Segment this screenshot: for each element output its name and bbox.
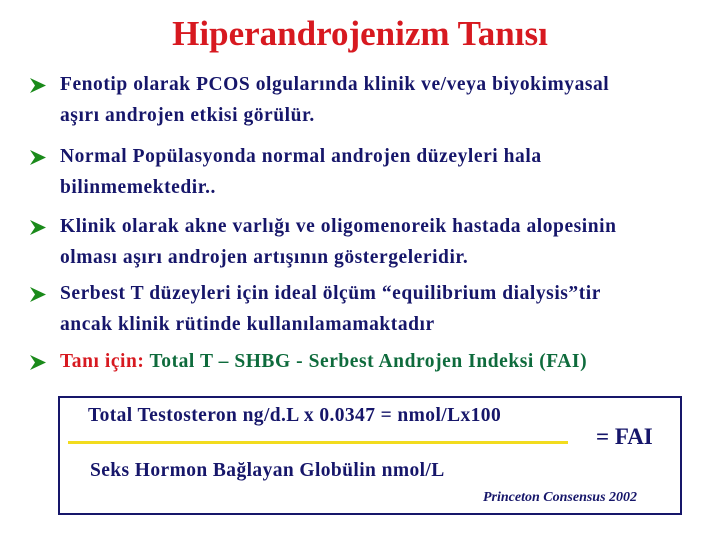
bullet-text-line: aşırı androjen etkisi görülür. <box>60 105 315 126</box>
source-citation: Princeton Consensus 2002 <box>483 490 638 505</box>
bullet-text-line: ancak klinik rütinde kullanılamamaktadır <box>60 314 435 335</box>
bullet-item <box>30 141 720 203</box>
bullet-text <box>30 69 720 131</box>
formula-denominator: Seks Hormon Bağlayan Globülin nmol/L <box>90 460 445 481</box>
bullet-text-line: Fenotip olarak PCOS olgularında klinik ve/veya biyokimyasal <box>60 74 610 95</box>
diagnosis-value: Total T – SHBG - Serbest Androjen Indeksi (FAI) <box>149 351 588 372</box>
bullet-text <box>30 346 720 377</box>
arrow-bullet-icon <box>30 278 54 309</box>
diagnosis-label: Tanı için: <box>60 351 145 372</box>
bullet-text-line: Normal Popülasyonda normal androjen düzeyleri hala <box>60 146 542 167</box>
arrow-bullet-icon <box>30 211 54 242</box>
bullet-text-line: Serbest T düzeyleri için ideal ölçüm “equilibrium dialysis”tir <box>60 283 601 304</box>
bullet-text <box>30 278 720 340</box>
bullet-item <box>30 211 720 273</box>
arrow-bullet-icon <box>30 141 54 172</box>
arrow-bullet-icon <box>30 69 54 100</box>
formula-numerator: Total Testosteron ng/d.L x 0.0347 = nmol/Lx100 <box>88 405 502 426</box>
bullet-text-line: bilinmemektedir.. <box>60 177 216 198</box>
formula-result: = FAI <box>596 424 653 449</box>
bullet-item <box>30 69 720 131</box>
slide-title: Hiperandrojenizm Tanısı <box>172 14 548 53</box>
bullet-item <box>30 346 720 377</box>
bullet-item <box>30 278 720 340</box>
bullet-text-line: olması aşırı androjen artışının göstergeleridir. <box>60 247 469 268</box>
arrow-bullet-icon <box>30 346 54 377</box>
fraction-line <box>68 441 568 444</box>
bullet-text <box>30 211 720 273</box>
bullet-text-line: Klinik olarak akne varlığı ve oligomenoreik hastada alopesinin <box>60 216 617 237</box>
bullet-text <box>30 141 720 203</box>
